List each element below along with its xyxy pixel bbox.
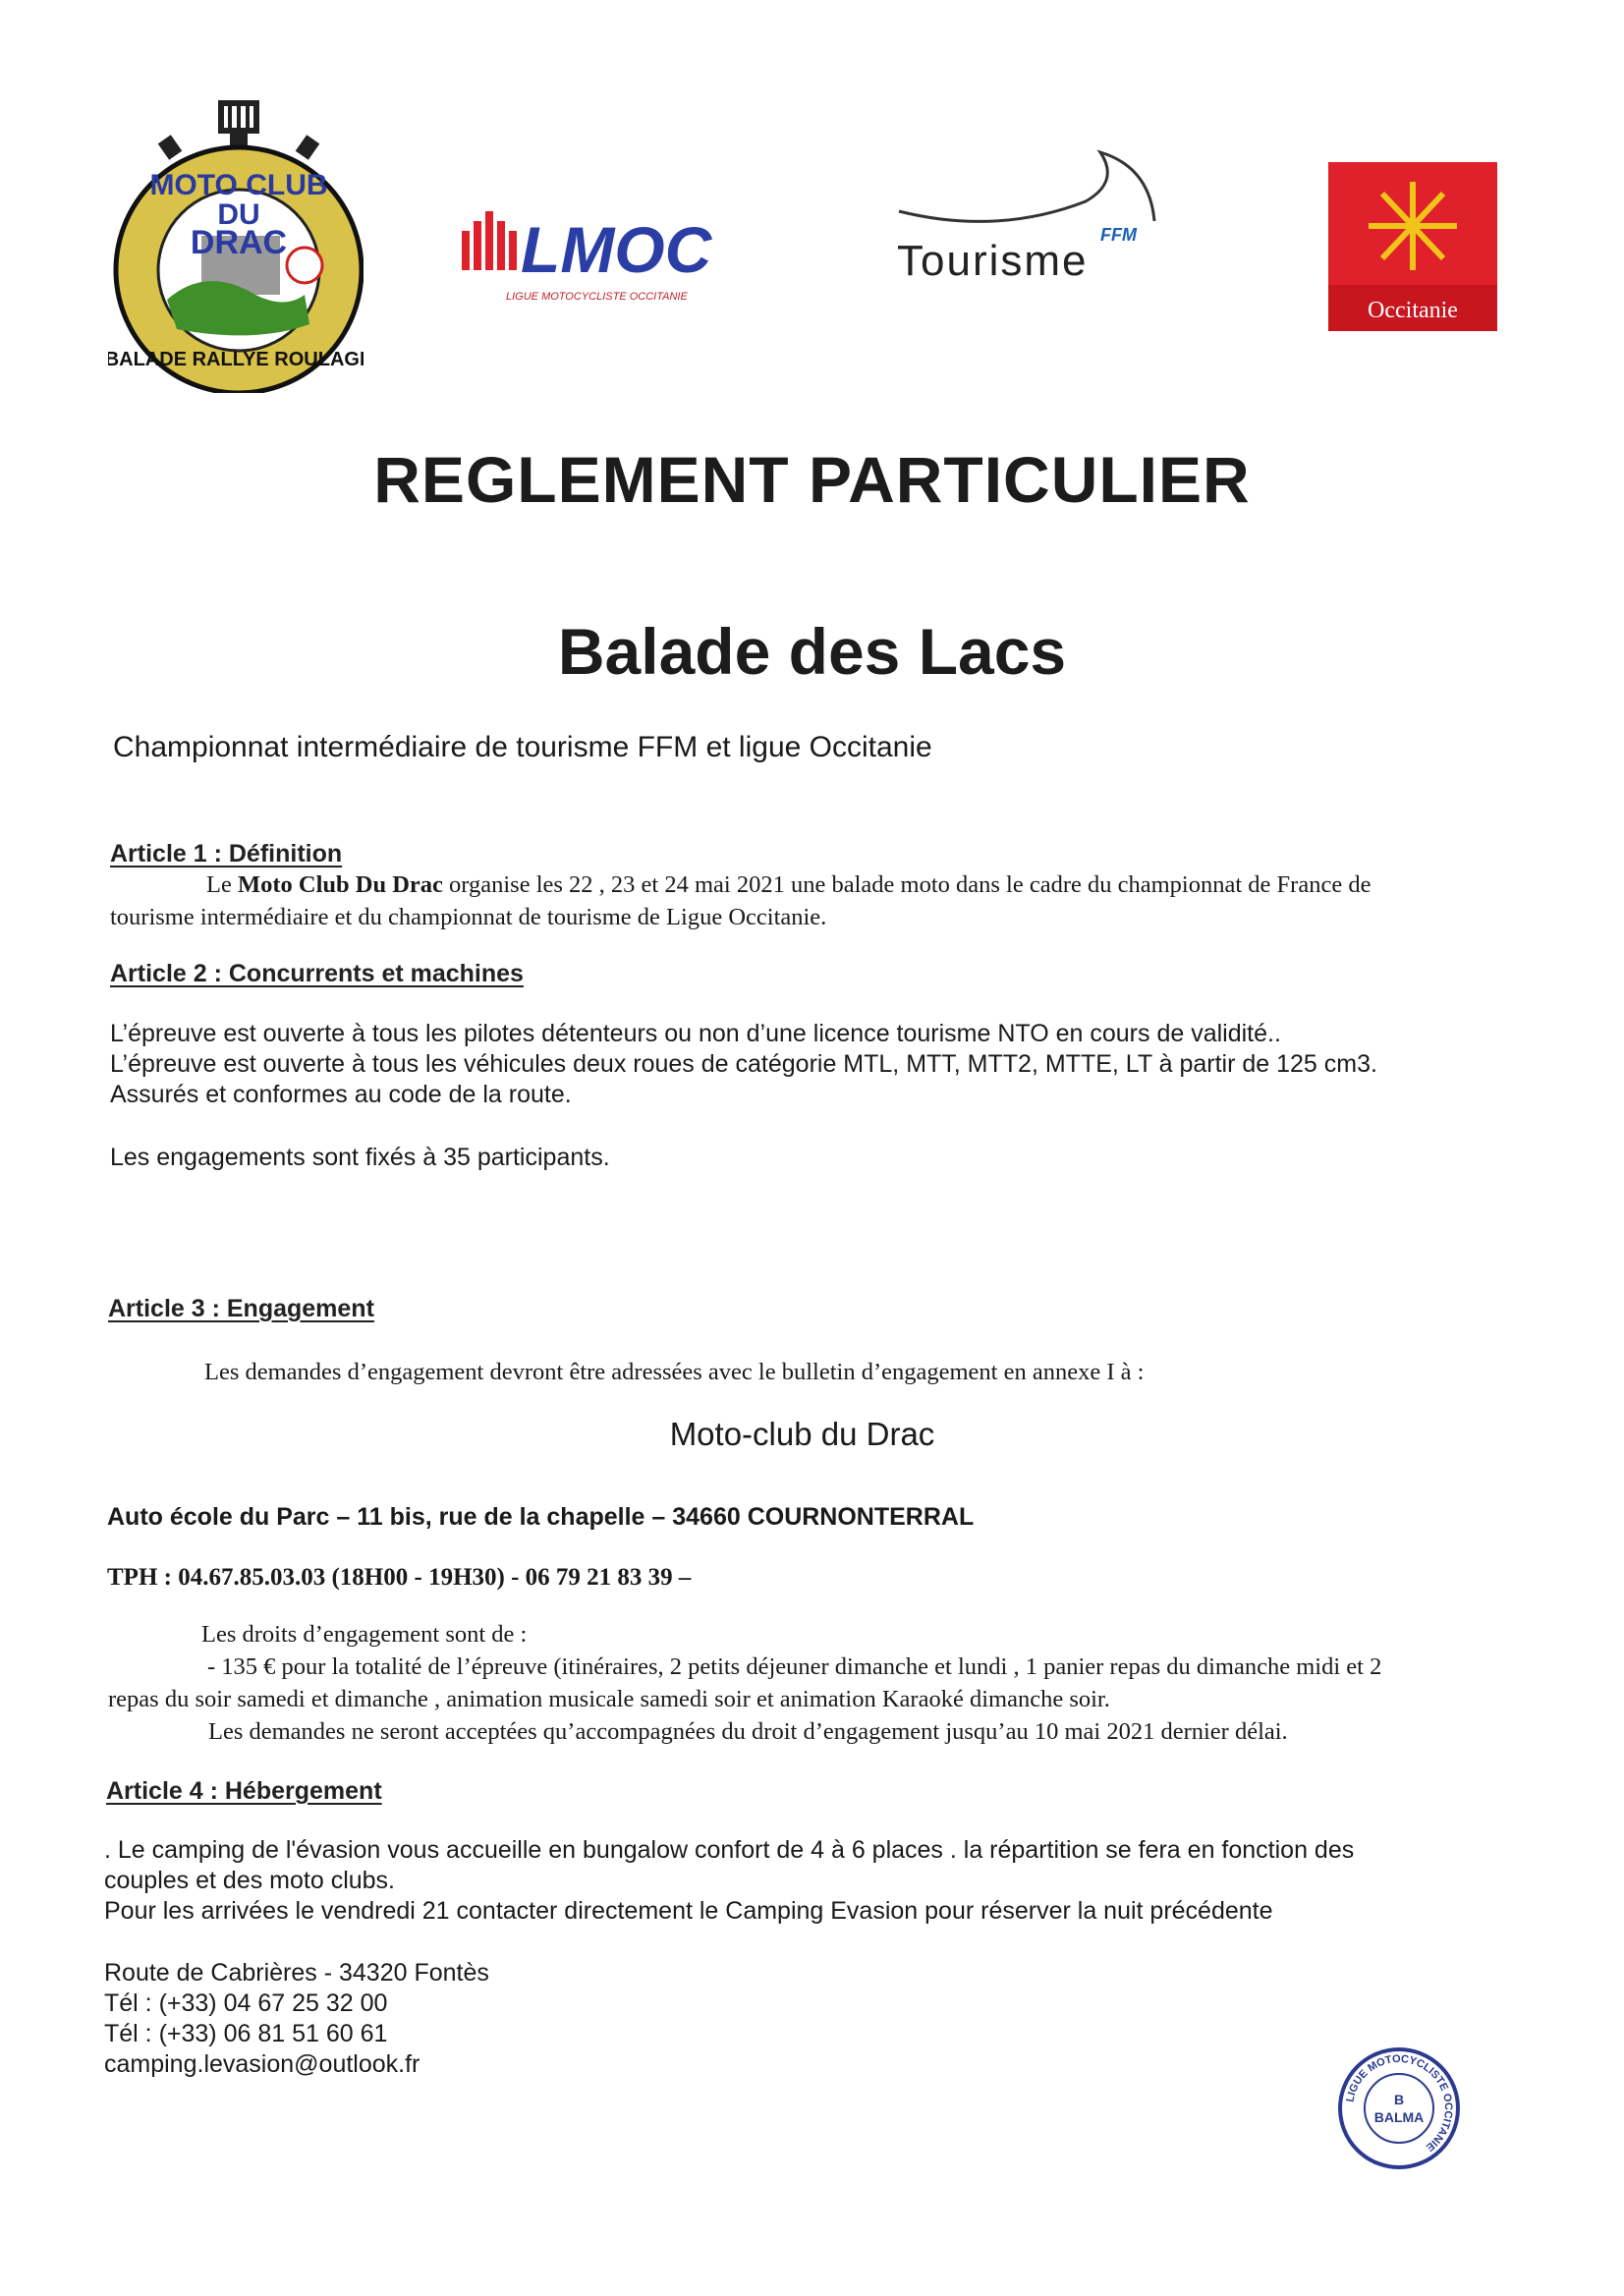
camping-email: camping.levasion@outlook.fr — [104, 2050, 420, 2078]
article1-body — [110, 868, 1371, 933]
ligue-stamp — [1334, 2044, 1464, 2173]
article3-intro: Les demandes d’engagement devront être adressées avec le bulletin d’engagement en annexe I à : — [204, 1359, 1145, 1385]
page-title: REGLEMENT PARTICULIER — [373, 443, 1251, 516]
tourisme-swoosh-icon — [889, 142, 1174, 290]
article4-body — [104, 1835, 1354, 1927]
camping-phone-2: Tél : (+33) 06 81 51 60 61 — [104, 2020, 388, 2047]
camping-phone-1: Tél : (+33) 04 67 25 32 00 — [104, 1989, 388, 2017]
article2-heading: Article 2 : Concurrents et machines — [110, 960, 524, 987]
article2-line3: Assurés et conformes au code de la route. — [110, 1081, 572, 1108]
article2-line4: Les engagements sont fixés à 35 participants. — [110, 1144, 610, 1171]
article3-phone: TPH : 04.67.85.03.03 (18H00 - 19H30) - 06 79 21 83 39 – — [107, 1564, 692, 1591]
article4-contact — [104, 1958, 489, 2080]
article1-line1-rest: organise les 22 , 23 et 24 mai 2021 une balade moto dans le cadre du championnat de France de — [442, 871, 1372, 898]
stamp-letter: B — [1393, 2092, 1405, 2107]
article3-fees-line1: - 135 € pour la totalité de l’épreuve (itinéraires, 2 petits déjeuner dimanche et lundi , 1 panier repas du dimanche midi et 2 — [207, 1653, 1382, 1680]
article3-fees-line2: repas du soir samedi et dimanche , animation musicale samedi soir et animation Karaoké dimanche soir. — [108, 1686, 1110, 1712]
stamp-ring-text: LIGUE MOTOCYCLISTE OCCITANIE — [1344, 2052, 1455, 2154]
svg-text:MOTO CLUB: MOTO CLUB — [149, 169, 328, 201]
article4-heading: Article 4 : Hébergement — [106, 1777, 382, 1805]
article2-body — [110, 1019, 1377, 1110]
article3-address: Auto école du Parc – 11 bis, rue de la chapelle – 34660 COURNONTERRAL — [107, 1503, 975, 1531]
occitanie-cross-icon — [1328, 162, 1497, 331]
article4-line2: couples et des moto clubs. — [104, 1867, 395, 1894]
moto-club-du-drac-logo — [108, 98, 364, 393]
ffm-mark: FFM — [1100, 225, 1137, 245]
article2-line2: L’épreuve est ouverte à tous les véhicules deux roues de catégorie MTL, MTT, MTT2, MTTE, LT à partir de 125 cm3. — [110, 1050, 1377, 1078]
article3-club-name: Moto-club du Drac — [669, 1416, 935, 1452]
svg-text:BALADE RALLYE ROULAGE: BALADE RALLYE ROULAGE — [108, 349, 364, 370]
svg-text:DU: DU — [217, 198, 260, 231]
article3-fees-intro: Les droits d’engagement sont de : — [201, 1621, 528, 1648]
championship-line: Championnat intermédiaire de tourisme FFM et ligue Occitanie — [113, 731, 932, 763]
tourisme-text: Tourisme — [897, 237, 1089, 285]
occitanie-text: Occitanie — [1368, 298, 1458, 323]
lmoc-logo — [452, 192, 747, 309]
article2-line1: L’épreuve est ouverte à tous les pilotes détenteurs ou non d’une licence tourisme NTO en cours de validité.. — [110, 1020, 1281, 1047]
article1-heading: Article 1 : Définition — [110, 840, 343, 868]
article3-fees-line3: Les demandes ne seront acceptées qu’accompagnées du droit d’engagement jusqu’au 10 mai 2021 dernier délai. — [208, 1718, 1288, 1745]
camping-address: Route de Cabrières - 34320 Fontès — [104, 1959, 489, 1987]
lmoc-caption: LIGUE MOTOCYCLISTE OCCITANIE — [506, 291, 688, 303]
article1-club-name: Moto Club Du Drac — [237, 871, 443, 898]
stamp-center-text: BALMA — [1373, 2109, 1425, 2125]
article4-line1: . Le camping de l'évasion vous accueille en bungalow confort de 4 à 6 places . la répartition se fera en fonction des — [104, 1836, 1355, 1864]
article1-intro: Le — [206, 871, 238, 898]
moto-club-badge-icon — [108, 98, 364, 393]
article1-line1 — [110, 868, 1371, 901]
occitan-cross-icon — [452, 192, 747, 309]
article3-heading: Article 3 : Engagement — [108, 1295, 374, 1322]
event-title: Balade des Lacs — [557, 615, 1067, 688]
article1-line2: tourisme intermédiaire et du championnat de tourisme de Ligue Occitanie. — [110, 904, 827, 930]
lmoc-text: LMOC — [521, 213, 712, 286]
occitanie-logo — [1328, 162, 1497, 331]
svg-text:DRAC: DRAC — [190, 224, 288, 261]
article3-fees — [108, 1618, 1381, 1748]
ffm-tourisme-logo — [889, 142, 1174, 290]
stamp-icon — [1334, 2044, 1464, 2173]
article4-line3: Pour les arrivées le vendredi 21 contacter directement le Camping Evasion pour réserver la nuit précédente — [104, 1897, 1273, 1925]
